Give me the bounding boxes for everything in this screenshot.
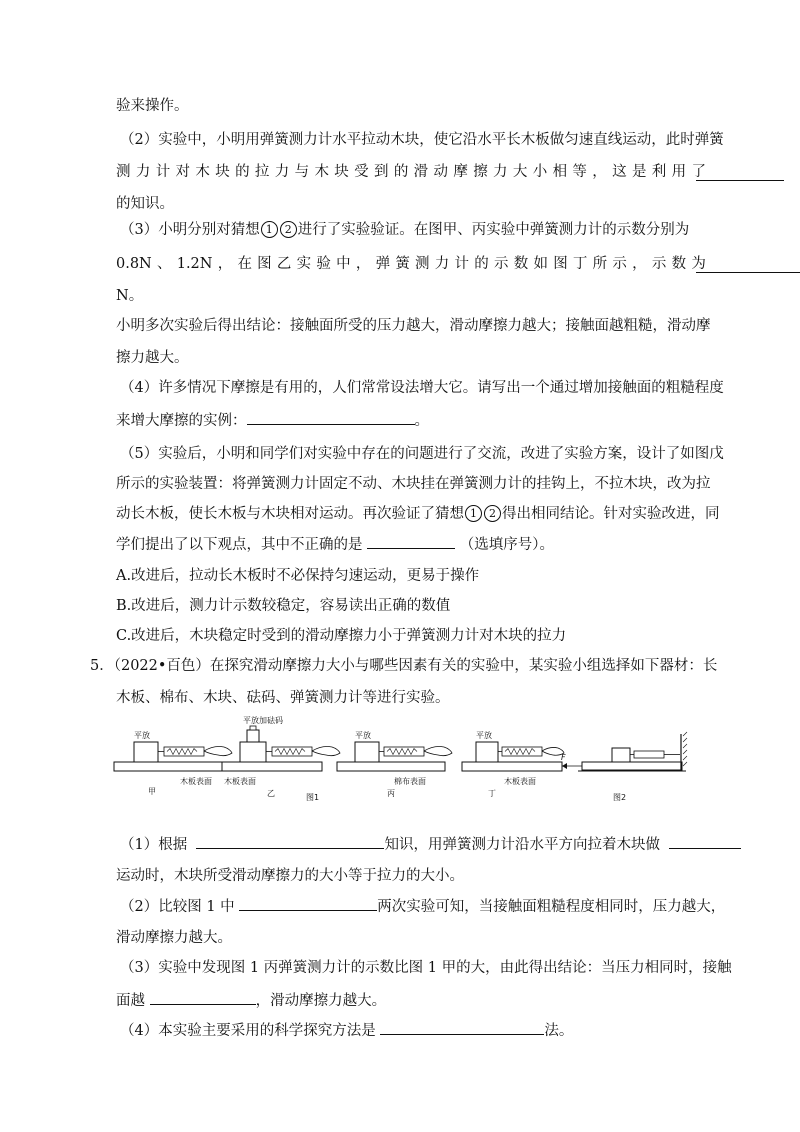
spaced-char: 测 (116, 164, 131, 180)
q5-part4-answer-blank[interactable] (380, 1020, 544, 1035)
spaced-char: 1.2N (176, 256, 213, 272)
q4-part5-text-post: 得出相同结论。针对实验改进，同 (502, 506, 720, 522)
circled-2-icon: 2 (280, 221, 297, 238)
spaced-char: 示 (612, 256, 627, 272)
panel-b-surface-label: 木板表面 (224, 777, 256, 786)
spaced-char: 力 (274, 164, 290, 180)
q4-line-0: 验来操作。 (116, 98, 189, 114)
hand-icon (424, 747, 452, 756)
spaced-char: 滑 (413, 164, 429, 180)
q4-conclusion-line2: 擦力越大。 (116, 350, 189, 366)
spaced-char: 的 (393, 164, 409, 180)
q4-part2-line2 (116, 162, 706, 182)
spaced-char: 计 (155, 164, 171, 180)
spaced-char: 利 (651, 164, 667, 180)
panel-b-flat-with-weight (222, 715, 340, 798)
panel-b-label: 乙 (267, 789, 275, 798)
q5-part3-answer-blank[interactable] (150, 990, 256, 1005)
q5-part2-text-pre: （2）比较图 1 中 (120, 899, 235, 915)
panel-a-surface-label: 木板表面 (180, 777, 212, 786)
q4-part5-question-pre: 学们提出了以下观点，其中不正确的是 (116, 537, 363, 553)
q4-part3-answer-blank[interactable] (696, 258, 800, 273)
q5-part1-line1 (120, 834, 741, 855)
q5-part1-line2: 运动时，木块所受滑动摩擦力的大小等于拉力的大小。 (116, 868, 464, 884)
spaced-char: 到 (373, 164, 389, 180)
spaced-char: 大 (512, 164, 528, 180)
q4-part4-text-post: 。 (414, 413, 429, 429)
spaced-char: 0.8N (116, 256, 152, 272)
spaced-char: 这 (612, 164, 627, 180)
q4-part5-answer-blank[interactable] (367, 534, 455, 549)
q4-option-a: A.改进后，拉动长木板时不必保持匀速运动，更易于操作 (116, 568, 480, 584)
q4-part5-line1: （5）实验后，小明和同学们对实验中存在的问题进行了交流，改进了实验方案，设计了如图戊 (120, 446, 724, 462)
panel-d-surface-label: 木板表面 (504, 777, 536, 786)
q4-option-b: B.改进后，测力计示数较稳定，容易读出正确的数值 (116, 598, 451, 614)
q4-part2-line1: （2）实验中，小明用弹簧测力计水平拉动木块，使它沿水平长木板做匀速直线运动，此时弹簧 (120, 132, 724, 148)
spaced-char: 如 (533, 256, 548, 272)
spaced-char: ， (632, 256, 647, 272)
spaced-char: 验 (316, 256, 331, 272)
panel-d-flat-on-board (462, 730, 564, 798)
q5-part3-text-pre: 面越 (116, 993, 145, 1009)
q5-part2-line2: 滑动摩擦力越大。 (116, 930, 232, 946)
spaced-char: 示 (493, 256, 509, 272)
spaced-char: 力 (135, 164, 151, 180)
figure-2-fixed-scale-setup (561, 732, 687, 802)
spaced-char: 木 (195, 164, 210, 180)
spaced-char: 擦 (473, 164, 488, 180)
panel-a-top-label: 平放 (134, 731, 150, 740)
spaced-char: 测 (415, 256, 430, 272)
q5-part2-text-post: 两次实验可知，当接触面粗糙程度相同时，压力越大， (377, 899, 726, 915)
q4-part4-line2 (116, 410, 429, 431)
spring-scale-icon (634, 751, 664, 758)
q4-part2-answer-blank[interactable] (696, 166, 784, 181)
panel-d-label: 丁 (488, 789, 496, 798)
panel-c-flat-on-cloth (306, 730, 452, 802)
spaced-char: 力 (493, 164, 508, 180)
q4-option-c: C.改进后，木块稳定时受到的滑动摩擦力小于弹簧测力计对木块的拉力 (116, 628, 567, 644)
force-label: F (561, 753, 566, 762)
spaced-char: 是 (631, 164, 647, 180)
panel-a-label: 甲 (148, 787, 156, 796)
spaced-char: 为 (691, 256, 706, 272)
q4-part4-text-pre: 来增大摩擦的实例： (116, 413, 247, 429)
spaced-char: 了 (691, 164, 706, 180)
spaced-char: 块 (334, 164, 349, 180)
panel-b-top-label: 平放加砝码 (243, 716, 283, 725)
circled-1-icon: 1 (261, 221, 278, 238)
spaced-char: 对 (175, 164, 191, 180)
q4-part3-text-pre: （3）小明分别对猜想 (120, 222, 260, 238)
panel-d-top-label: 平放 (476, 731, 492, 740)
spaced-char: 与 (294, 164, 310, 180)
spaced-char: 相 (552, 164, 568, 180)
q4-part5-text-pre: 动长木板，使长木板与木块相对运动。再次验证了猜想 (116, 506, 464, 522)
spaced-char: 块 (215, 164, 230, 180)
spaced-char: 弹 (375, 256, 391, 272)
spaced-char: 木 (314, 164, 329, 180)
q5-part1-answer-blank-2[interactable] (669, 834, 741, 849)
spaced-char: 、 (156, 256, 172, 272)
q4-part4-answer-blank[interactable] (247, 410, 415, 425)
spaced-char: 数 (513, 256, 529, 272)
q5-part2-line1 (120, 896, 725, 917)
circled-2-icon: 2 (484, 505, 501, 522)
q5-heading-line2: 木板、棉布、木块、砝码、弹簧测力计等进行实验。 (116, 690, 450, 706)
q5-part4-line1 (120, 1020, 573, 1041)
spaced-char: 所 (592, 256, 608, 272)
figure-2-caption: 图2 (613, 793, 627, 802)
q5-part1-answer-blank-1[interactable] (196, 834, 384, 849)
panel-c-surface-label: 棉布表面 (394, 777, 426, 786)
hand-icon (204, 747, 232, 756)
spaced-char: 用 (671, 164, 687, 180)
spaced-char: 摩 (453, 164, 468, 180)
q5-part4-text-pre: （4）本实验主要采用的科学探究方法是 (120, 1023, 376, 1039)
spaced-char: 丁 (572, 256, 588, 272)
spaced-char: 中 (336, 256, 351, 272)
q4-part4-line1: （4）许多情况下摩擦是有用的，人们常常设法增大它。请写出一个通过增加接触面的粗糙程度 (120, 380, 724, 396)
spaced-char: ， (355, 256, 371, 272)
spaced-char: 示 (651, 256, 667, 272)
panel-c-top-label: 平放 (355, 731, 371, 740)
q5-heading-line1: 5．（2022•百色）在探究滑动摩擦力大小与哪些因素有关的实验中，某实验小组选择如下器材：长 (90, 658, 718, 674)
spaced-char: 拉 (254, 164, 270, 180)
spaced-char: 乙 (276, 256, 292, 272)
q5-part4-text-post: 法。 (544, 1023, 574, 1039)
spaced-char: 力 (434, 256, 450, 272)
experiment-figure (112, 714, 692, 814)
spaced-char: 图 (257, 256, 272, 272)
weight-icon (247, 730, 259, 742)
q5-part2-answer-blank[interactable] (239, 896, 377, 911)
q4-part3-line2 (116, 254, 706, 274)
q5-part1-text-pre: （1）根据 (120, 837, 188, 853)
q5-part3-line2 (116, 990, 386, 1011)
spaced-char: 图 (553, 256, 568, 272)
q4-part3-line3: N。 (116, 288, 144, 304)
q4-part3-text-post: 进行了实验验证。在图甲、丙实验中弹簧测力计的示数分别为 (297, 222, 690, 238)
q5-part3-text-post: ，滑动摩擦力越大。 (255, 993, 387, 1009)
q4-part2-line3: 的知识。 (116, 196, 174, 212)
spaced-char: 小 (532, 164, 548, 180)
hand-icon (312, 747, 340, 756)
circled-1-icon: 1 (465, 505, 482, 522)
panel-c-label: 丙 (387, 789, 395, 798)
q4-part5-line3 (116, 504, 720, 524)
spaced-char: 在 (237, 256, 252, 272)
spaced-char: 的 (474, 256, 489, 272)
figure-1-caption: 图1 (306, 793, 320, 802)
q4-part3-line1 (120, 220, 689, 240)
spaced-char: 实 (296, 256, 312, 272)
q5-part1-text-mid: 知识，用弹簧测力计沿水平方向拉着木块做 (384, 837, 660, 853)
spaced-char: 簧 (395, 256, 410, 272)
q4-part5-question-post: （选填序号）。 (459, 537, 554, 553)
spaced-char: 的 (235, 164, 250, 180)
spaced-char: ， (592, 164, 607, 180)
q4-part5-line4 (116, 534, 554, 555)
spaced-char: 计 (454, 256, 470, 272)
spaced-char: 动 (433, 164, 448, 180)
q4-conclusion-line1: 小明多次实验后得出结论：接触面所受的压力越大，滑动摩擦力越大；接触面越粗糙，滑动摩 (116, 318, 711, 334)
q4-part5-line2: 所示的实验装置：将弹簧测力计固定不动、木块挂在弹簧测力计的挂钩上，不拉木块，改为拉 (116, 476, 711, 492)
spaced-char: 数 (671, 256, 687, 272)
spaced-char: 受 (354, 164, 369, 180)
q5-part3-line1: （3）实验中发现图 1 丙弹簧测力计的示数比图 1 甲的大，由此得出结论：当压力相同时，接触 (120, 960, 732, 976)
spaced-char: ， (217, 256, 233, 272)
spaced-char: 等 (572, 164, 587, 180)
